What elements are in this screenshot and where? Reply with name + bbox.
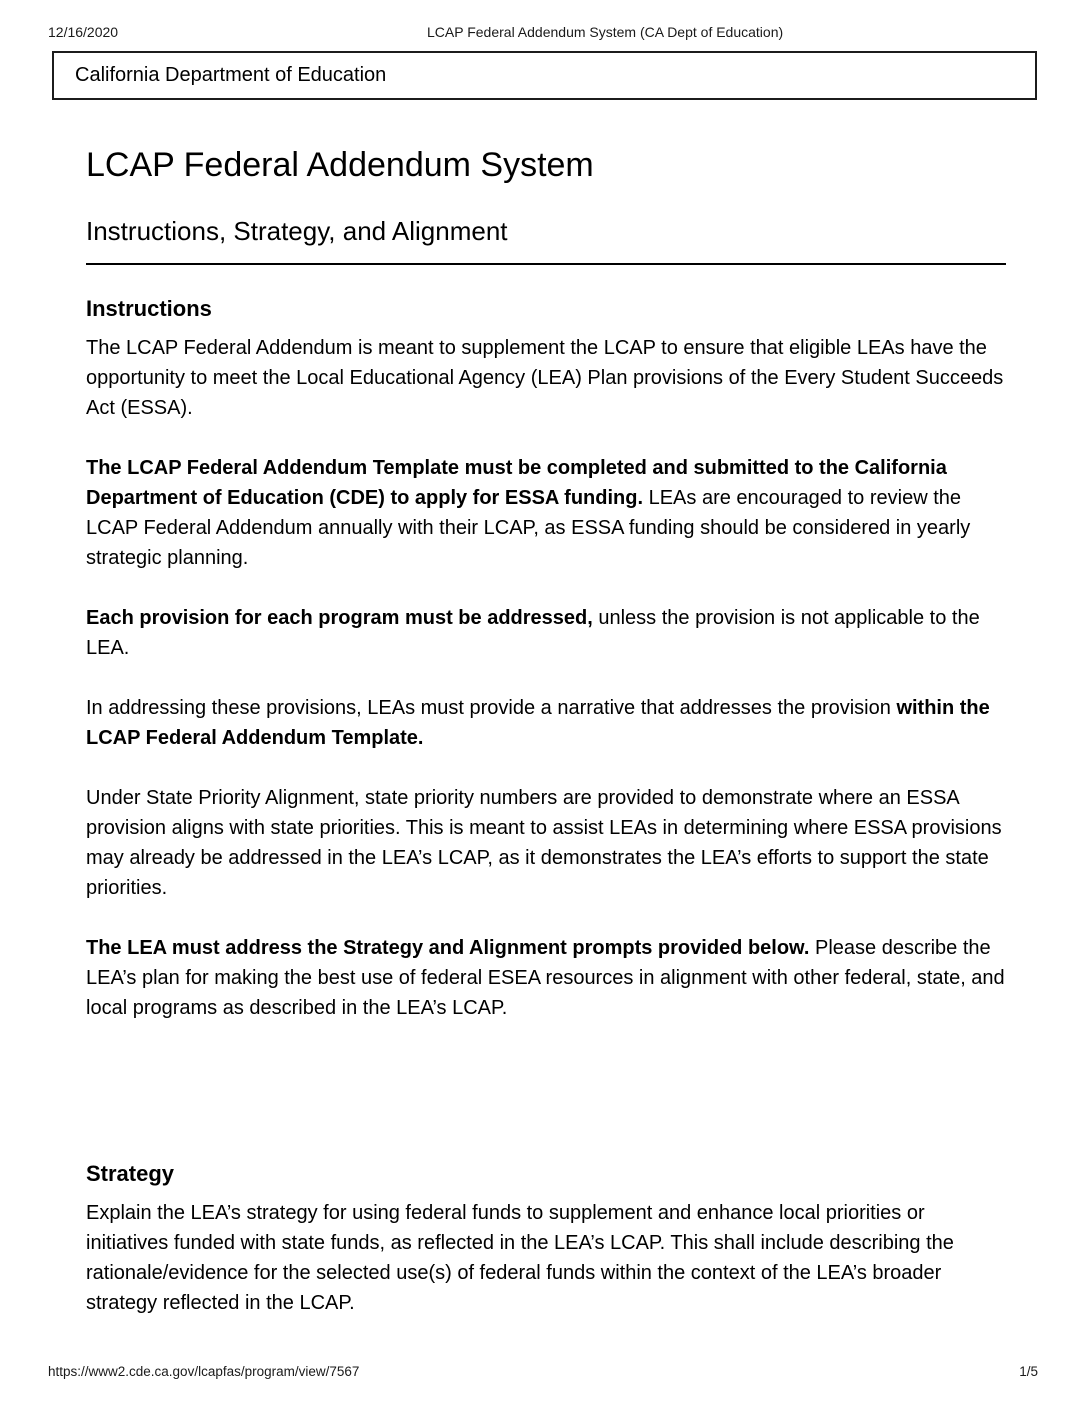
print-header-date: 12/16/2020: [48, 24, 119, 40]
paragraph-bold-text: The LEA must address the Strategy and Alignment prompts provided below.: [86, 937, 810, 959]
paragraph-bold-text: Each provision for each program must be addressed,: [86, 607, 593, 629]
print-footer-url: https://www2.cde.ca.gov/lcapfas/program/view/7567: [48, 1364, 360, 1379]
section-heading-strategy: Strategy: [86, 1161, 175, 1186]
instructions-paragraph-6: [86, 933, 1006, 1023]
paragraph-text: The LCAP Federal Addendum is meant to supplement the LCAP to ensure that eligible LEAs have the opportunity to meet the Local Educational Agency (LEA) Plan provisions of the Every Student Succeeds Act (ESSA).: [86, 337, 1004, 419]
print-header-title: LCAP Federal Addendum System (CA Dept of Education): [427, 24, 784, 40]
paragraph-text: Explain the LEA’s strategy for using federal funds to supplement and enhance local priorities or initiatives funded with state funds, as reflected in the LEA’s LCAP. This shall include describing the rationale/evidence for the selected use(s) of federal funds within the context of the LEA’s broader strategy reflected in the LCAP.: [86, 1202, 954, 1314]
paragraph-text: LEAs are encouraged to review the LCAP Federal Addendum annually with their LCAP, as ESSA funding should be considered in yearly strategic planning.: [86, 487, 971, 569]
section-heading-instructions: Instructions: [86, 296, 212, 321]
divider-rule: [86, 263, 1006, 265]
paragraph-text: Please describe the LEA’s plan for making the best use of federal ESEA resources in alignment with other federal, state, and local programs as described in the LEA’s LCAP.: [86, 937, 1005, 1019]
paragraph-text: unless the provision is not applicable to the LEA.: [86, 607, 980, 659]
print-footer-page-number: 1/5: [1019, 1364, 1038, 1379]
instructions-paragraph-1: [86, 333, 1006, 423]
paragraph-text: In addressing these provisions, LEAs must provide a narrative that addresses the provision: [86, 697, 897, 719]
paragraph-bold-text: within the LCAP Federal Addendum Template.: [86, 697, 990, 749]
instructions-paragraph-4: [86, 693, 1006, 753]
page-subtitle: Instructions, Strategy, and Alignment: [86, 216, 508, 246]
page-title: LCAP Federal Addendum System: [86, 146, 594, 184]
cde-banner: [52, 51, 1037, 100]
instructions-paragraph-2: [86, 453, 1006, 573]
strategy-paragraph-1: [86, 1198, 1006, 1318]
cde-banner-label: California Department of Education: [75, 64, 387, 86]
document-content: [86, 100, 1006, 1318]
instructions-paragraph-3: [86, 603, 1006, 663]
instructions-paragraph-5: [86, 783, 1006, 903]
paragraph-text: Under State Priority Alignment, state priority numbers are provided to demonstrate where an ESSA provision aligns with state priorities. This is meant to assist LEAs in determining where ESSA provisions may already be addressed in the LEA’s LCAP, as it demonstrates the LEA’s efforts to support the state priorities.: [86, 787, 1002, 899]
paragraph-bold-text: The LCAP Federal Addendum Template must be completed and submitted to the California Department of Education (CDE) to apply for ESSA funding.: [86, 457, 947, 509]
